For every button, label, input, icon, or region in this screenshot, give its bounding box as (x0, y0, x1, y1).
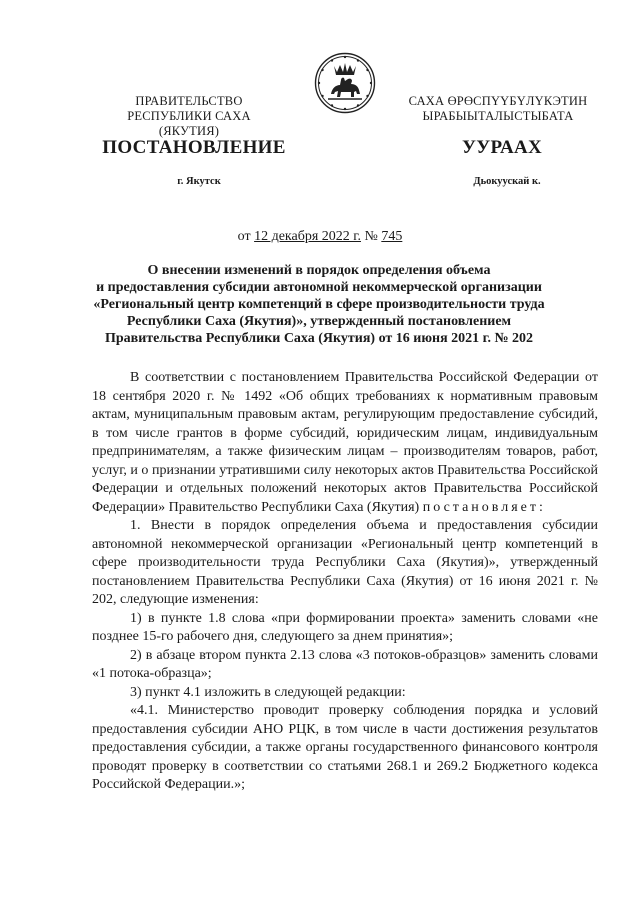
date-prefix: от (237, 229, 251, 244)
paragraph-preamble (92, 369, 598, 517)
preamble-text: В соответствии с постановлением Правительства Российской Федерации от 18 сентября 2020 г. № 1492 «Об общих требованиях к нормативным правовым актам, муниципальным правовым актам, регулирующим предоставление субсидий, в том числе грантов в форме субсидий, юридическим лицам, индивидуальным предпринимателям, а также физическим лицам – производителям товаров, работ, услуг, и о признании утратившими силу некоторых актов Правительства Российской Федерации и отдельных положений некоторых актов Правительства Российской Федерации» Правительство Республики Саха (Якутия) (92, 370, 598, 515)
subject-line-1: О внесении изменений в порядок определения объема (147, 263, 491, 278)
header-left-line2: РЕСПУБЛИКИ САХА (ЯКУТИЯ) (127, 109, 251, 138)
header-right-line1: САХА ӨРӨСПҮҮБҮЛҮКЭТИН (408, 94, 588, 108)
document-date-number (0, 229, 640, 245)
paragraph-subitem-1: 1) в пункте 1.8 слова «при формировании проекта» заменить словами «не позднее 15-го рабочего дня, следующего за днем принятия»; (92, 610, 598, 644)
city-sah: Дьокуускай к. (473, 176, 541, 187)
header-right-line2: ЫРАБЫЫТАЛЫСТЫБАТА (422, 109, 574, 123)
document-body (92, 369, 598, 795)
resolves-word: постановляет: (422, 499, 546, 515)
document-type-ru: ПОСТАНОВЛЕНИЕ (102, 137, 286, 158)
subject-line-5: Правительства Республики Саха (Якутия) от 16 июня 2021 г. № 202 (104, 331, 534, 346)
document-subject (80, 262, 558, 347)
paragraph-item-1: 1. Внести в порядок определения объема и предоставления субсидии автономной некоммерческой организации «Региональный центр компетенций в сфере производительности труда Республики Саха (Якутия)», утвержденный постановлением Правительства Республики Саха (Якутия) от 16 июня 2021 г. № 202, следующие изменения: (92, 518, 598, 607)
paragraph-clause-4-1: «4.1. Министерство проводит проверку соблюдения порядка и условий предоставления субсидии АНО РЦК, в том числе в части достижения результатов предоставления субсидии, а также органы государственного финансового контроля проводят проверку в соответствии со статьями 268.1 и 269.2 Бюджетного кодекса Российской Федерации.»; (92, 703, 598, 792)
document-type-sah: УУРААХ (461, 137, 543, 158)
paragraph-subitem-3: 3) пункт 4.1 изложить в следующей редакции: (130, 684, 406, 700)
header-left-line1: ПРАВИТЕЛЬСТВО (135, 94, 243, 108)
government-name-sah (400, 94, 596, 124)
subject-line-2: и предоставления субсидии автономной некоммерческой организации (96, 280, 542, 295)
subject-line-4: Республики Саха (Якутия)», утвержденный постановлением (126, 314, 512, 329)
document-date: 12 декабря 2022 г. (254, 229, 361, 244)
number-label: № (364, 229, 378, 244)
city-ru: г. Якутск (177, 176, 221, 187)
document-number: 745 (381, 229, 403, 244)
paragraph-subitem-2: 2) в абзаце втором пункта 2.13 слова «3 потоков-образцов» заменить словами «1 потока-образца»; (92, 647, 598, 681)
government-name-ru (96, 94, 282, 139)
subject-line-3: «Региональный центр компетенций в сфере производительности труда (93, 297, 545, 312)
sakha-coat-of-arms-icon (314, 52, 376, 114)
